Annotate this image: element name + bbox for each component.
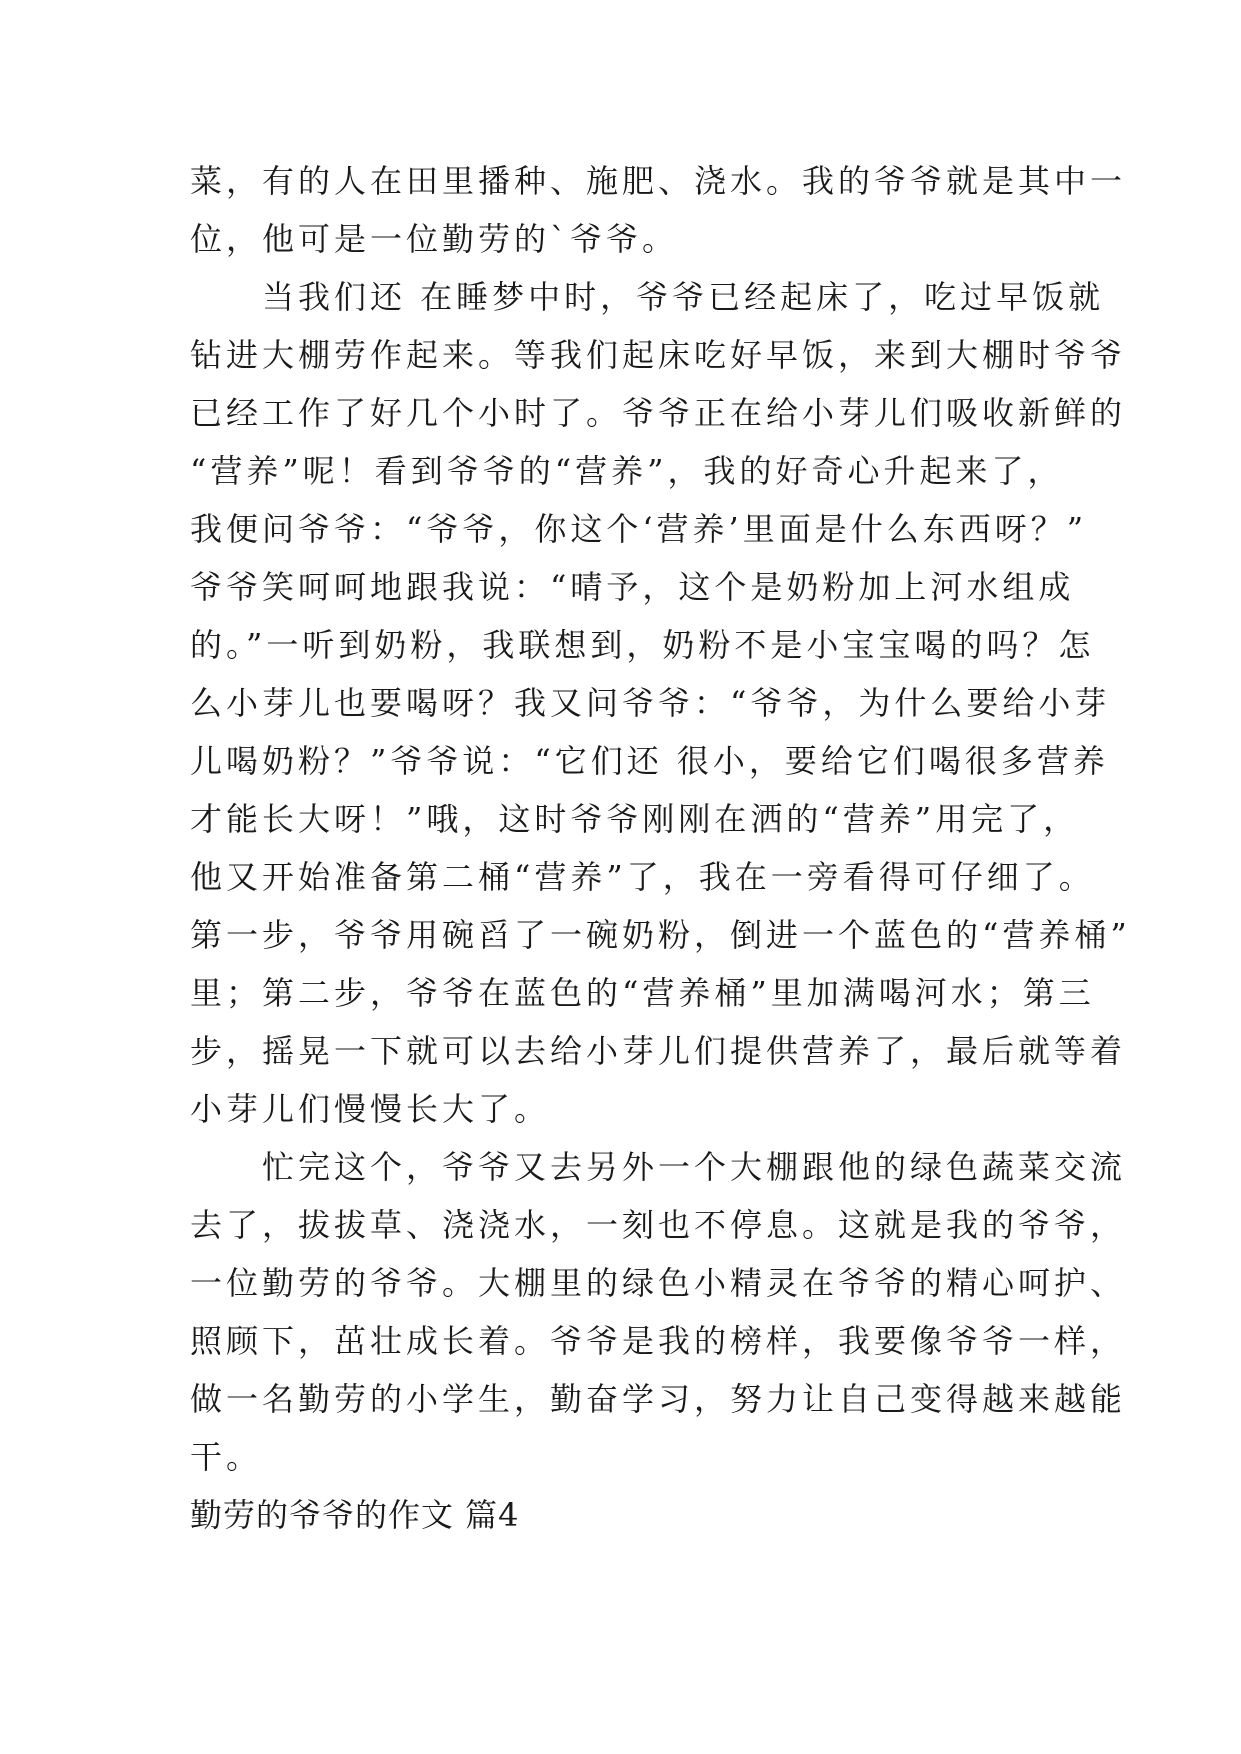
- text-line: 去了，拔拔草、浇浇水，一刻也不停息。这就是我的爷爷，: [190, 1206, 1127, 1244]
- text-line: 里；第二步，爷爷在蓝色的“营养桶”里加满喝河水；第三: [190, 974, 1095, 1012]
- text-line: 小芽儿们慢慢长大了。: [190, 1090, 551, 1128]
- text-line: 才能长大呀！”哦，这时爷爷刚刚在洒的“营养”用完了，: [190, 800, 1080, 838]
- text-line: 一位勤劳的爷爷。大棚里的绿色小精灵在爷爷的精心呵护、: [190, 1264, 1127, 1302]
- text-line: 儿喝奶粉？”爷爷说：“它们还 很小，要给它们喝很多营养: [190, 742, 1109, 780]
- text-line: 干。: [190, 1438, 263, 1476]
- text-line: 菜，有的人在田里播种、施肥、浇水。我的爷爷就是其中一: [190, 162, 1127, 200]
- text-line: 钻进大棚劳作起来。等我们起床吃好早饭，来到大棚时爷爷: [190, 336, 1127, 374]
- text-line: 爷爷笑呵呵地跟我说：“晴予，这个是奶粉加上河水组成: [190, 568, 1075, 606]
- text-line: “营养”呢！看到爷爷的“营养”，我的好奇心升起来了，: [190, 452, 1064, 490]
- section-heading: 勤劳的爷爷的作文 篇4: [190, 1496, 520, 1534]
- text-line: 他又开始准备第二桶“营养”了，我在一旁看得可仔细了。: [190, 858, 1095, 896]
- text-line: 照顾下，茁壮成长着。爷爷是我的榜样，我要像爷爷一样，: [190, 1322, 1127, 1360]
- text-line: 做一名勤劳的小学生，勤奋学习，努力让自己变得越来越能: [190, 1380, 1127, 1418]
- text-line: 步，摇晃一下就可以去给小芽儿们提供营养了，最后就等着: [190, 1032, 1127, 1070]
- paragraph-first-line: 忙完这个，爷爷又去另外一个大棚跟他的绿色蔬菜交流: [262, 1148, 1127, 1186]
- text-line: 么小芽儿也要喝呀？我又问爷爷：“爷爷，为什么要给小芽: [190, 684, 1111, 722]
- text-line: 位，他可是一位勤劳的`爷爷。: [190, 220, 679, 258]
- text-line: 第一步，爷爷用碗舀了一碗奶粉，倒进一个蓝色的“营养桶”: [190, 916, 1131, 954]
- text-line: 已经工作了好几个小时了。爷爷正在给小芽儿们吸收新鲜的: [190, 394, 1127, 432]
- paragraph-first-line: 当我们还 在睡梦中时，爷爷已经起床了，吃过早饭就: [262, 278, 1105, 316]
- text-line: 的。”一听到奶粉，我联想到，奶粉不是小宝宝喝的吗？怎: [190, 626, 1095, 664]
- text-line: 我便问爷爷：“爷爷，你这个‘营养’里面是什么东西呀？”: [190, 510, 1088, 548]
- essay-text: [190, 152, 1131, 1544]
